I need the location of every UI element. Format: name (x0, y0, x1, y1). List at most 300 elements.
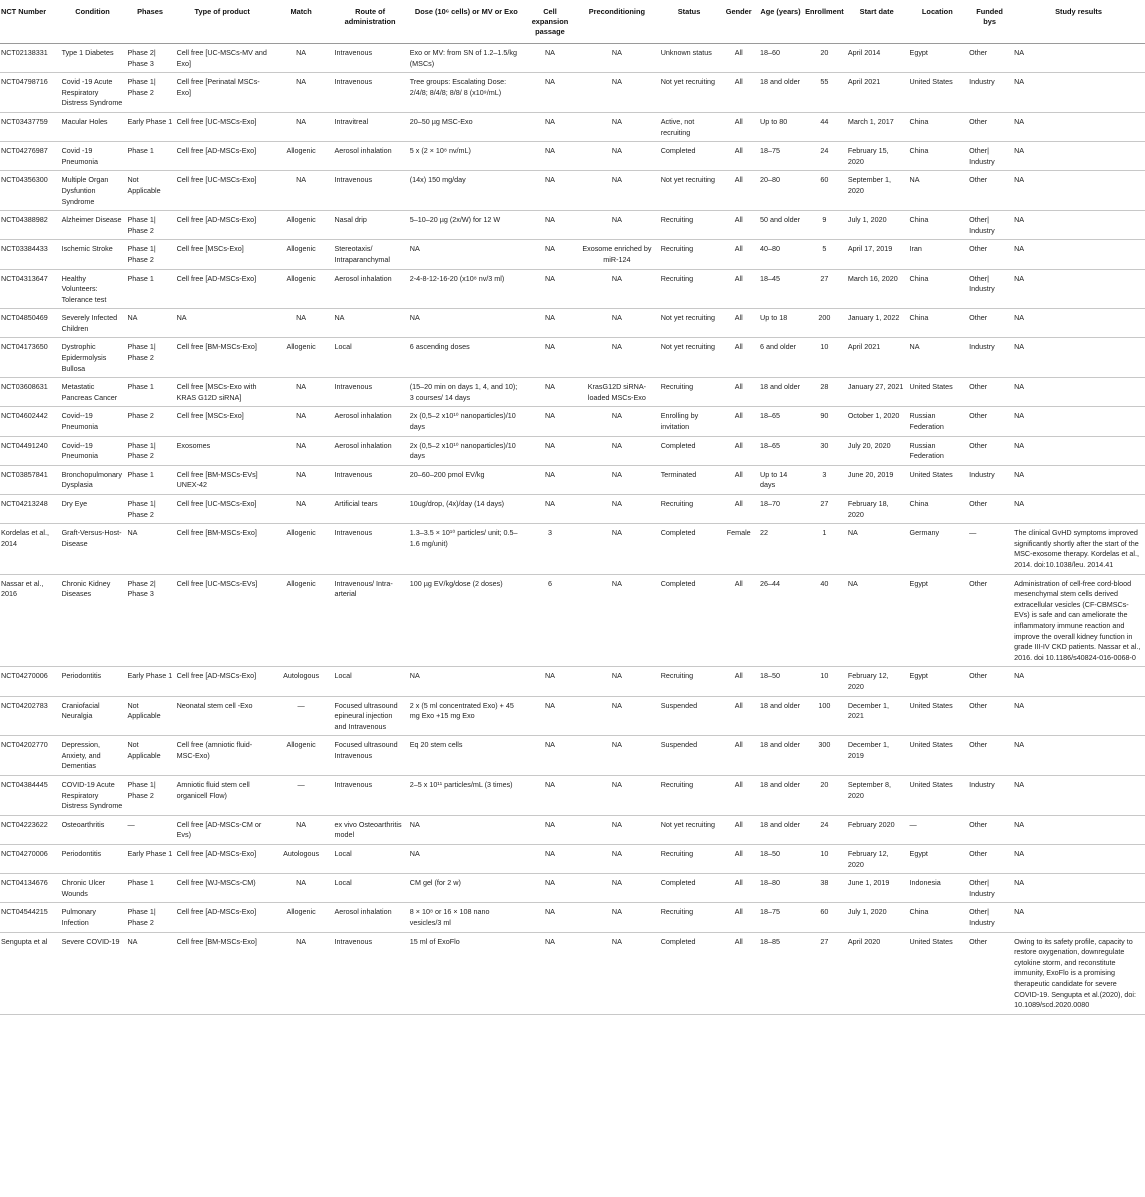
cell-product-type: Cell free [MSCs-Exo] (175, 407, 270, 436)
cell-product-type: Neonatal stem cell -Exo (175, 696, 270, 736)
cell-condition: COVID-19 Acute Respiratory Distress Syndrome (60, 776, 126, 816)
cell-phases: NA (125, 932, 174, 1014)
cell-location: China (908, 142, 968, 171)
cell-route: Local (332, 667, 407, 696)
cell-match: NA (270, 309, 333, 338)
cell-phases: Phase 1| Phase 2 (125, 73, 174, 113)
cell-dose: (15–20 min on days 1, 4, and 10); 3 courses/ 14 days (408, 378, 525, 407)
cell-enrollment: 100 (803, 696, 846, 736)
cell-location: China (908, 112, 968, 141)
cell-study-results: NA (1012, 465, 1145, 494)
cell-funded-by: Other (967, 309, 1012, 338)
cell-enrollment: 3 (803, 465, 846, 494)
cell-gender: All (719, 776, 758, 816)
cell-funded-by: Other (967, 240, 1012, 269)
cell-status: Completed (659, 436, 720, 465)
column-header-product-type: Type of product (175, 0, 270, 44)
cell-study-results: Administration of cell-free cord-blood mesenchymal stem cells derived extracellular vesicles (CF-CBMSCs-EVs) is safe and can ameliorate the inflammatory immune reaction and improve the overall kidney function in grade III-IV CKD patients. Nassar et al., 2016. doi 10.1186/s40824-016-0068-0 (1012, 574, 1145, 667)
cell-start-date: April 17, 2019 (846, 240, 908, 269)
cell-nct-number: NCT04134676 (0, 874, 60, 903)
cell-dose: 2x (0,5–2 x10¹⁰ nanoparticles)/10 days (408, 436, 525, 465)
cell-gender: All (719, 407, 758, 436)
cell-dose: 20–60–200 pmol EV/kg (408, 465, 525, 494)
cell-location: Russian Federation (908, 436, 968, 465)
cell-study-results: NA (1012, 776, 1145, 816)
cell-nct-number: NCT04356300 (0, 171, 60, 211)
cell-route: Intravenous (332, 776, 407, 816)
cell-product-type: Cell free [BM-MSCs-EVs] UNEX-42 (175, 465, 270, 494)
cell-start-date: NA (846, 574, 908, 667)
table-row (0, 495, 1145, 524)
cell-preconditioning: NA (575, 44, 659, 73)
cell-gender: All (719, 736, 758, 776)
cell-status: Completed (659, 932, 720, 1014)
cell-location: Egypt (908, 667, 968, 696)
cell-start-date: June 1, 2019 (846, 874, 908, 903)
cell-funded-by: Other (967, 436, 1012, 465)
cell-nct-number: NCT04384445 (0, 776, 60, 816)
cell-dose: (14x) 150 mg/day (408, 171, 525, 211)
cell-gender: All (719, 667, 758, 696)
cell-enrollment: 60 (803, 171, 846, 211)
cell-preconditioning: NA (575, 112, 659, 141)
cell-dose: Eq 20 stem cells (408, 736, 525, 776)
cell-dose: 100 µg EV/kg/dose (2 doses) (408, 574, 525, 667)
cell-start-date: June 20, 2019 (846, 465, 908, 494)
cell-start-date: October 1, 2020 (846, 407, 908, 436)
cell-product-type: Cell free [AD-MSCs-Exo] (175, 269, 270, 309)
cell-gender: All (719, 73, 758, 113)
table-row (0, 874, 1145, 903)
cell-product-type: Cell free [UC-MSCs-MV and Exo] (175, 44, 270, 73)
cell-condition: Ischemic Stroke (60, 240, 126, 269)
cell-phases: Phase 1| Phase 2 (125, 903, 174, 932)
cell-condition: Pulmonary Infection (60, 903, 126, 932)
cell-gender: All (719, 574, 758, 667)
cell-study-results: NA (1012, 112, 1145, 141)
cell-study-results: NA (1012, 696, 1145, 736)
cell-enrollment: 5 (803, 240, 846, 269)
cell-product-type: Exosomes (175, 436, 270, 465)
table-row (0, 378, 1145, 407)
table-row (0, 932, 1145, 1014)
cell-study-results: NA (1012, 903, 1145, 932)
cell-study-results: Owing to its safety profile, capacity to restore oxygenation, downregulate cytokine storm, and reconstitute immunity, ExoFlo is a promising therapeutic candidate for severe COVID-19. Sengupta et al.(2020), doi: 10.1089/scd.2020.0080 (1012, 932, 1145, 1014)
cell-condition: Graft-Versus-Host-Disease (60, 524, 126, 574)
cell-route: Intravenous/ Intra-arterial (332, 574, 407, 667)
cell-funded-by: — (967, 524, 1012, 574)
cell-phases: Phase 1 (125, 874, 174, 903)
cell-dose: 15 ml of ExoFlo (408, 932, 525, 1014)
cell-condition: Multiple Organ Dysfuntion Syndrome (60, 171, 126, 211)
table-row (0, 815, 1145, 844)
cell-cell-expansion-passage: NA (525, 776, 575, 816)
cell-product-type: Cell free [AD-MSCs-Exo] (175, 667, 270, 696)
cell-cell-expansion-passage: NA (525, 378, 575, 407)
cell-phases: NA (125, 524, 174, 574)
cell-status: Recruiting (659, 269, 720, 309)
column-header-status: Status (659, 0, 720, 44)
cell-route: Aerosol inhalation (332, 407, 407, 436)
cell-condition: Craniofacial Neuralgia (60, 696, 126, 736)
cell-cell-expansion-passage: NA (525, 815, 575, 844)
cell-funded-by: Industry (967, 73, 1012, 113)
cell-location: United States (908, 776, 968, 816)
cell-preconditioning: NA (575, 73, 659, 113)
cell-location: Iran (908, 240, 968, 269)
cell-location: Russian Federation (908, 407, 968, 436)
cell-match: NA (270, 44, 333, 73)
cell-product-type: Cell free [BM-MSCs-Exo] (175, 524, 270, 574)
cell-route: Focused ultrasound Intravenous (332, 736, 407, 776)
cell-start-date: April 2021 (846, 338, 908, 378)
table-row (0, 436, 1145, 465)
column-header-location: Location (908, 0, 968, 44)
cell-phases: — (125, 815, 174, 844)
cell-nct-number: NCT04276987 (0, 142, 60, 171)
cell-enrollment: 30 (803, 436, 846, 465)
cell-phases: Phase 2 (125, 407, 174, 436)
cell-funded-by: Other| Industry (967, 874, 1012, 903)
cell-age: 18 and older (758, 736, 803, 776)
cell-product-type: Cell free [MSCs-Exo] (175, 240, 270, 269)
cell-study-results: NA (1012, 142, 1145, 171)
cell-start-date: January 27, 2021 (846, 378, 908, 407)
cell-age: 26–44 (758, 574, 803, 667)
cell-condition: Dry Eye (60, 495, 126, 524)
cell-dose: 10ug/drop, (4x)/day (14 days) (408, 495, 525, 524)
cell-status: Completed (659, 574, 720, 667)
cell-cell-expansion-passage: NA (525, 495, 575, 524)
cell-age: 18 and older (758, 815, 803, 844)
cell-age: Up to 14 days (758, 465, 803, 494)
cell-enrollment: 55 (803, 73, 846, 113)
cell-match: NA (270, 932, 333, 1014)
cell-funded-by: Other (967, 171, 1012, 211)
cell-study-results: NA (1012, 378, 1145, 407)
cell-phases: Phase 1| Phase 2 (125, 436, 174, 465)
cell-route: Nasal drip (332, 211, 407, 240)
cell-gender: All (719, 696, 758, 736)
cell-start-date: September 8, 2020 (846, 776, 908, 816)
cell-match: Allogenic (270, 211, 333, 240)
cell-route: Local (332, 845, 407, 874)
cell-enrollment: 90 (803, 407, 846, 436)
cell-dose: 20–50 µg MSC-Exo (408, 112, 525, 141)
cell-study-results: NA (1012, 667, 1145, 696)
table-row (0, 736, 1145, 776)
cell-nct-number: NCT04202783 (0, 696, 60, 736)
cell-gender: All (719, 142, 758, 171)
cell-nct-number: NCT04798716 (0, 73, 60, 113)
cell-enrollment: 28 (803, 378, 846, 407)
cell-route: ex vivo Osteoarthritis model (332, 815, 407, 844)
cell-match: Allogenic (270, 240, 333, 269)
cell-nct-number: NCT04202770 (0, 736, 60, 776)
cell-enrollment: 9 (803, 211, 846, 240)
cell-dose: 2x (0,5–2 x10¹⁰ nanoparticles)/10 days (408, 407, 525, 436)
cell-condition: Covid--19 Pneumonia (60, 436, 126, 465)
cell-condition: Periodontitis (60, 667, 126, 696)
cell-age: 6 and older (758, 338, 803, 378)
cell-match: NA (270, 407, 333, 436)
column-header-dose: Dose (10⁶ cells) or MV or Exo (408, 0, 525, 44)
cell-preconditioning: KrasG12D siRNA-loaded MSCs-Exo (575, 378, 659, 407)
cell-condition: Type 1 Diabetes (60, 44, 126, 73)
cell-phases: Phase 1 (125, 269, 174, 309)
cell-age: 18–85 (758, 932, 803, 1014)
cell-preconditioning: NA (575, 171, 659, 211)
cell-product-type: Cell free [Perinatal MSCs-Exo] (175, 73, 270, 113)
cell-status: Suspended (659, 736, 720, 776)
table-row (0, 338, 1145, 378)
column-header-study-results: Study results (1012, 0, 1145, 44)
cell-nct-number: NCT04270006 (0, 667, 60, 696)
cell-preconditioning: NA (575, 465, 659, 494)
cell-dose: 2-4-8-12-16-20 (x10⁸ nv/3 ml) (408, 269, 525, 309)
cell-nct-number: NCT03437759 (0, 112, 60, 141)
cell-cell-expansion-passage: NA (525, 240, 575, 269)
cell-condition: Alzheimer Disease (60, 211, 126, 240)
cell-match: Allogenic (270, 736, 333, 776)
cell-phases: Phase 2| Phase 3 (125, 574, 174, 667)
cell-preconditioning: NA (575, 309, 659, 338)
cell-age: 18–50 (758, 845, 803, 874)
cell-dose: Tree groups: Escalating Dose: 2/4/8; 8/4/8; 8/8/ 8 (x10⁹/mL) (408, 73, 525, 113)
cell-study-results: NA (1012, 73, 1145, 113)
cell-enrollment: 27 (803, 269, 846, 309)
cell-condition: Osteoarthritis (60, 815, 126, 844)
cell-product-type: Cell free [WJ-MSCs-CM) (175, 874, 270, 903)
cell-age: 18–50 (758, 667, 803, 696)
cell-enrollment: 40 (803, 574, 846, 667)
cell-route: Local (332, 338, 407, 378)
cell-match: Autologous (270, 845, 333, 874)
cell-cell-expansion-passage: NA (525, 932, 575, 1014)
cell-cell-expansion-passage: NA (525, 696, 575, 736)
cell-study-results: NA (1012, 338, 1145, 378)
cell-location: United States (908, 696, 968, 736)
cell-gender: All (719, 465, 758, 494)
cell-location: Germany (908, 524, 968, 574)
column-header-funded-by: Funded bys (967, 0, 1012, 44)
cell-dose: 5 x (2 × 10⁸ nv/mL) (408, 142, 525, 171)
cell-enrollment: 20 (803, 44, 846, 73)
cell-cell-expansion-passage: NA (525, 407, 575, 436)
cell-study-results: NA (1012, 495, 1145, 524)
cell-route: Aerosol inhalation (332, 269, 407, 309)
cell-phases: Phase 1 (125, 465, 174, 494)
cell-gender: All (719, 903, 758, 932)
cell-gender: All (719, 495, 758, 524)
cell-status: Terminated (659, 465, 720, 494)
cell-preconditioning: NA (575, 269, 659, 309)
cell-age: 18 and older (758, 776, 803, 816)
table-row (0, 667, 1145, 696)
cell-cell-expansion-passage: NA (525, 667, 575, 696)
cell-cell-expansion-passage: NA (525, 465, 575, 494)
cell-gender: Female (719, 524, 758, 574)
cell-phases: Phase 1| Phase 2 (125, 211, 174, 240)
cell-route: Intravitreal (332, 112, 407, 141)
cell-route: Artificial tears (332, 495, 407, 524)
cell-route: Intravenous (332, 378, 407, 407)
column-header-condition: Condition (60, 0, 126, 44)
table-row (0, 407, 1145, 436)
cell-age: 18–65 (758, 407, 803, 436)
cell-status: Completed (659, 874, 720, 903)
cell-phases: Phase 1| Phase 2 (125, 338, 174, 378)
cell-match: NA (270, 465, 333, 494)
cell-cell-expansion-passage: 6 (525, 574, 575, 667)
column-header-start-date: Start date (846, 0, 908, 44)
cell-start-date: September 1, 2020 (846, 171, 908, 211)
cell-gender: All (719, 44, 758, 73)
cell-preconditioning: NA (575, 874, 659, 903)
cell-funded-by: Other| Industry (967, 269, 1012, 309)
cell-enrollment: 300 (803, 736, 846, 776)
cell-product-type: Cell free [AD-MSCs-Exo] (175, 211, 270, 240)
cell-gender: All (719, 378, 758, 407)
cell-location: United States (908, 73, 968, 113)
cell-start-date: July 1, 2020 (846, 211, 908, 240)
cell-match: Autologous (270, 667, 333, 696)
cell-condition: Covid -19 Pneumonia (60, 142, 126, 171)
cell-funded-by: Other (967, 407, 1012, 436)
cell-condition: Periodontitis (60, 845, 126, 874)
table-body (0, 44, 1145, 1015)
cell-nct-number: NCT04223622 (0, 815, 60, 844)
cell-funded-by: Other| Industry (967, 903, 1012, 932)
cell-preconditioning: NA (575, 495, 659, 524)
cell-product-type: Cell free [BM-MSCs-Exo] (175, 338, 270, 378)
cell-match: NA (270, 378, 333, 407)
cell-dose: NA (408, 845, 525, 874)
cell-start-date: July 20, 2020 (846, 436, 908, 465)
cell-phases: Not Applicable (125, 696, 174, 736)
cell-study-results: NA (1012, 211, 1145, 240)
cell-start-date: December 1, 2019 (846, 736, 908, 776)
cell-match: NA (270, 171, 333, 211)
cell-route: Aerosol inhalation (332, 903, 407, 932)
cell-condition: Bronchopulmonary Dysplasia (60, 465, 126, 494)
cell-phases: NA (125, 309, 174, 338)
cell-status: Recruiting (659, 845, 720, 874)
cell-phases: Phase 1| Phase 2 (125, 495, 174, 524)
cell-dose: Exo or MV: from SN of 1.2–1.5/kg (MSCs) (408, 44, 525, 73)
cell-nct-number: NCT02138331 (0, 44, 60, 73)
cell-cell-expansion-passage: 3 (525, 524, 575, 574)
table-row (0, 574, 1145, 667)
cell-start-date: April 2014 (846, 44, 908, 73)
table-row (0, 845, 1145, 874)
cell-match: — (270, 776, 333, 816)
cell-age: 50 and older (758, 211, 803, 240)
cell-preconditioning: NA (575, 142, 659, 171)
table-row (0, 269, 1145, 309)
cell-route: Local (332, 874, 407, 903)
cell-enrollment: 1 (803, 524, 846, 574)
cell-enrollment: 20 (803, 776, 846, 816)
cell-age: 40–80 (758, 240, 803, 269)
cell-gender: All (719, 845, 758, 874)
cell-enrollment: 24 (803, 142, 846, 171)
cell-phases: Phase 2| Phase 3 (125, 44, 174, 73)
cell-route: Aerosol inhalation (332, 436, 407, 465)
cell-cell-expansion-passage: NA (525, 171, 575, 211)
cell-product-type: Cell free [AD-MSCs-Exo] (175, 142, 270, 171)
cell-product-type: Cell free (amniotic fluid-MSC-Exo) (175, 736, 270, 776)
cell-start-date: April 2021 (846, 73, 908, 113)
cell-match: NA (270, 495, 333, 524)
cell-enrollment: 27 (803, 495, 846, 524)
column-header-preconditioning: Preconditioning (575, 0, 659, 44)
cell-phases: Phase 1| Phase 2 (125, 776, 174, 816)
cell-match: Allogenic (270, 269, 333, 309)
cell-enrollment: 200 (803, 309, 846, 338)
cell-location: China (908, 903, 968, 932)
cell-cell-expansion-passage: NA (525, 338, 575, 378)
cell-dose: NA (408, 815, 525, 844)
cell-start-date: March 1, 2017 (846, 112, 908, 141)
cell-funded-by: Industry (967, 465, 1012, 494)
cell-cell-expansion-passage: NA (525, 309, 575, 338)
cell-preconditioning: NA (575, 407, 659, 436)
cell-enrollment: 60 (803, 903, 846, 932)
cell-phases: Early Phase 1 (125, 845, 174, 874)
cell-gender: All (719, 269, 758, 309)
cell-enrollment: 10 (803, 667, 846, 696)
cell-age: 18 and older (758, 696, 803, 736)
cell-status: Not yet recruiting (659, 338, 720, 378)
cell-gender: All (719, 932, 758, 1014)
cell-gender: All (719, 112, 758, 141)
cell-preconditioning: NA (575, 667, 659, 696)
cell-age: 18–75 (758, 142, 803, 171)
cell-age: 18–70 (758, 495, 803, 524)
cell-dose: 8 × 10⁸ or 16 × 108 nano vesicles/3 ml (408, 903, 525, 932)
cell-product-type: Amniotic fluid stem cell organicell Flow) (175, 776, 270, 816)
cell-status: Not yet recruiting (659, 309, 720, 338)
cell-location: China (908, 309, 968, 338)
cell-route: Intravenous (332, 171, 407, 211)
cell-location: China (908, 495, 968, 524)
cell-status: Recruiting (659, 903, 720, 932)
cell-match: NA (270, 874, 333, 903)
column-header-phases: Phases (125, 0, 174, 44)
cell-phases: Early Phase 1 (125, 667, 174, 696)
cell-start-date: December 1, 2021 (846, 696, 908, 736)
table-row (0, 776, 1145, 816)
cell-age: 18–80 (758, 874, 803, 903)
cell-preconditioning: NA (575, 211, 659, 240)
cell-nct-number: NCT03857841 (0, 465, 60, 494)
cell-dose: 2–5 x 10¹¹ particles/mL (3 times) (408, 776, 525, 816)
cell-condition: Severely Infected Children (60, 309, 126, 338)
cell-route: Intravenous (332, 524, 407, 574)
cell-route: Intravenous (332, 73, 407, 113)
cell-match: NA (270, 112, 333, 141)
cell-cell-expansion-passage: NA (525, 211, 575, 240)
cell-dose: 2 x (5 ml concentrated Exo) + 45 mg Exo +15 mg Exo (408, 696, 525, 736)
cell-start-date: February 15, 2020 (846, 142, 908, 171)
cell-gender: All (719, 171, 758, 211)
cell-phases: Not Applicable (125, 171, 174, 211)
cell-cell-expansion-passage: NA (525, 44, 575, 73)
cell-age: 22 (758, 524, 803, 574)
cell-location: United States (908, 736, 968, 776)
cell-product-type: Cell free [AD-MSCs-Exo] (175, 845, 270, 874)
